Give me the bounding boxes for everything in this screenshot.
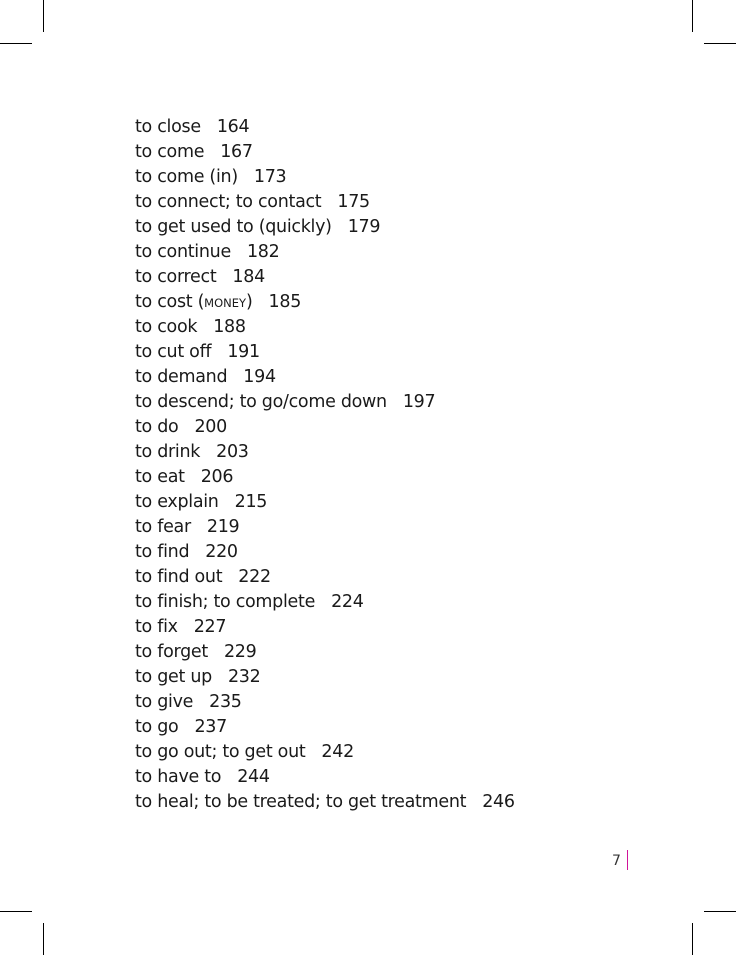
entry-page-number: 215	[234, 492, 268, 512]
crop-mark-top-right-vertical	[692, 0, 693, 32]
entry-term: to cost (	[135, 292, 205, 312]
entry-page-number: 237	[194, 717, 227, 737]
index-entry	[135, 240, 515, 265]
entry-page-number: 242	[321, 742, 354, 762]
entry-term: to do	[135, 417, 179, 437]
entry-term: to go	[135, 717, 179, 737]
entry-page-number: 219	[206, 517, 240, 537]
index-entry	[135, 690, 515, 715]
crop-mark-top-right-horizontal	[704, 43, 736, 44]
index-entry	[135, 540, 515, 565]
index-entry	[135, 715, 515, 740]
entry-page-number: 173	[253, 167, 287, 187]
entry-page-number: 246	[482, 792, 515, 812]
crop-mark-bottom-right-horizontal	[704, 911, 736, 912]
entry-page-number: 232	[227, 667, 261, 687]
entry-term: to give	[135, 692, 194, 712]
index-entry	[135, 215, 515, 240]
entry-page-number: 194	[243, 367, 276, 387]
entry-term: to find out	[135, 567, 223, 587]
entry-term: to connect; to contact	[135, 192, 322, 212]
entry-page-number: 229	[223, 642, 257, 662]
entry-term: to correct	[135, 267, 217, 287]
entry-term: to fear	[135, 517, 191, 537]
index-entry	[135, 365, 515, 390]
entry-page-number: 179	[347, 217, 381, 237]
entry-term: to come (in)	[135, 167, 238, 187]
index-entry	[135, 490, 515, 515]
index-entry	[135, 190, 515, 215]
folio-rule	[627, 850, 628, 870]
index-entry	[135, 465, 515, 490]
entry-page-number: 235	[209, 692, 242, 712]
index-entry	[135, 265, 515, 290]
entry-term: to descend; to go/come down	[135, 392, 387, 412]
entry-term-closing: )	[246, 292, 253, 312]
entry-page-number: 197	[402, 392, 436, 412]
index-entry	[135, 565, 515, 590]
entry-term: to cook	[135, 317, 198, 337]
index-entry	[135, 740, 515, 765]
entry-term: to continue	[135, 242, 231, 262]
entry-term: to fix	[135, 617, 178, 637]
crop-mark-top-left-vertical	[43, 0, 44, 32]
index-entry	[135, 315, 515, 340]
entry-page-number: 185	[268, 292, 302, 312]
index-entry	[135, 765, 515, 790]
index-entry	[135, 790, 515, 815]
entry-page-number: 220	[205, 542, 238, 562]
entry-term: to come	[135, 142, 205, 162]
index-entry	[135, 415, 515, 440]
entry-term: to heal; to be treated; to get treatment	[135, 792, 467, 812]
index-entry	[135, 440, 515, 465]
entry-page-number: 200	[194, 417, 227, 437]
entry-usage-note: MONEY	[204, 296, 247, 310]
index-entry	[135, 290, 515, 315]
index-entry	[135, 615, 515, 640]
entry-page-number: 164	[216, 117, 250, 137]
index-entry	[135, 165, 515, 190]
index-entry-list	[135, 115, 515, 815]
entry-page-number: 203	[216, 442, 249, 462]
crop-mark-bottom-left-horizontal	[0, 911, 32, 912]
entry-term: to cut off	[135, 342, 212, 362]
entry-term: to forget	[135, 642, 208, 662]
entry-term: to demand	[135, 367, 228, 387]
entry-term: to explain	[135, 492, 219, 512]
entry-page-number: 206	[200, 467, 234, 487]
crop-mark-bottom-right-vertical	[692, 923, 693, 955]
entry-term: to go out; to get out	[135, 742, 306, 762]
entry-page-number: 244	[237, 767, 270, 787]
index-entry	[135, 515, 515, 540]
crop-mark-top-left-horizontal	[0, 43, 32, 44]
entry-term: to get used to (quickly)	[135, 217, 332, 237]
entry-term: to eat	[135, 467, 185, 487]
entry-page-number: 175	[337, 192, 370, 212]
entry-page-number: 191	[227, 342, 260, 362]
index-entry	[135, 390, 515, 415]
entry-page-number: 182	[246, 242, 280, 262]
index-entry	[135, 340, 515, 365]
index-entry	[135, 665, 515, 690]
entry-term: to find	[135, 542, 190, 562]
entry-term: to finish; to complete	[135, 592, 316, 612]
entry-term: to have to	[135, 767, 222, 787]
index-entry	[135, 640, 515, 665]
entry-term: to drink	[135, 442, 201, 462]
index-entry	[135, 140, 515, 165]
crop-mark-bottom-left-vertical	[43, 923, 44, 955]
folio-page-number: 7	[612, 853, 621, 869]
entry-term: to close	[135, 117, 201, 137]
entry-page-number: 224	[331, 592, 364, 612]
entry-page-number: 188	[213, 317, 246, 337]
entry-term: to get up	[135, 667, 212, 687]
index-entry	[135, 115, 515, 140]
entry-page-number: 227	[193, 617, 227, 637]
index-entry	[135, 590, 515, 615]
entry-page-number: 184	[232, 267, 265, 287]
entry-page-number: 222	[238, 567, 271, 587]
entry-page-number: 167	[220, 142, 253, 162]
